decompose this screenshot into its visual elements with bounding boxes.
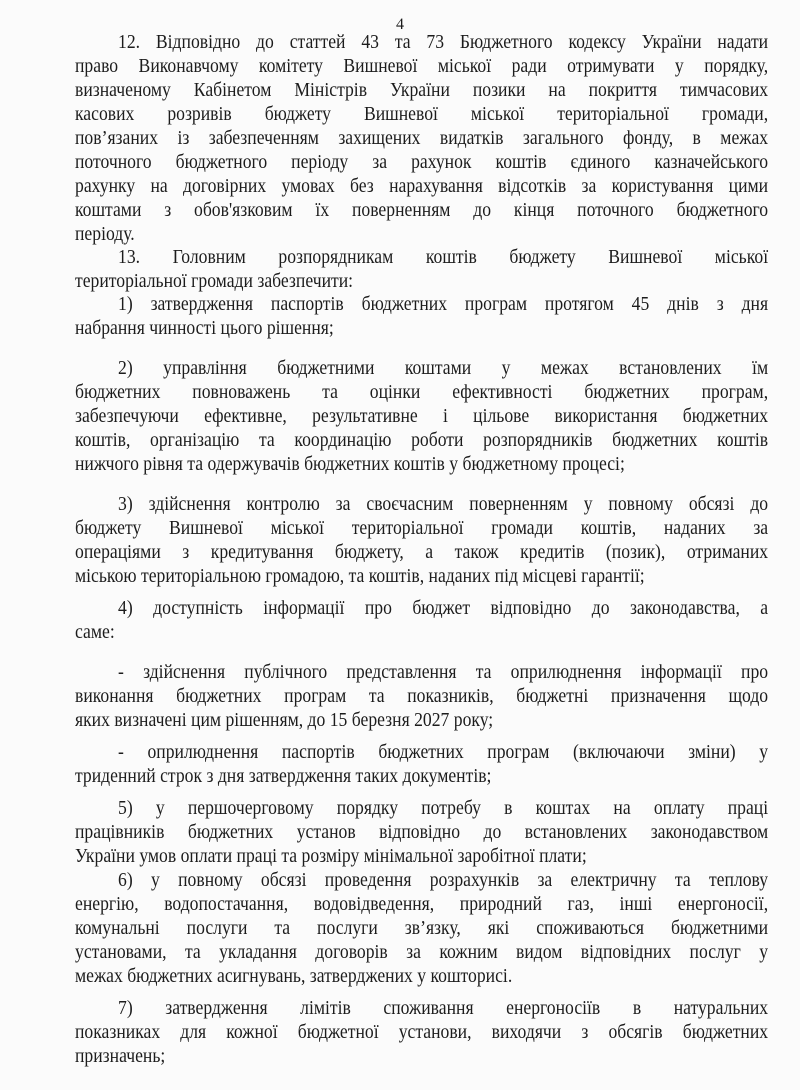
- line-text: установами, та укладання договорів за кожним видом відповідних послуг у: [75, 941, 769, 963]
- page-number: 4: [396, 16, 404, 33]
- text-line: [75, 708, 768, 732]
- line-text: пов’язаних із забезпеченням захищених видатків загального фонду, в межах: [75, 127, 769, 149]
- text-line: [75, 222, 768, 246]
- line-text: коштами з обов'язковим їх поверненням до кінця поточного бюджетного: [75, 199, 769, 221]
- line-text: рахунку на договірних умовах без нарахування відсотків за користування цими: [75, 175, 769, 197]
- text-line: [75, 916, 768, 940]
- text-line: [75, 764, 768, 788]
- text-line: [75, 54, 768, 78]
- line-text: 7) затвердження лімітів споживання енергоносіїв в натуральних: [118, 997, 769, 1019]
- text-line: [75, 404, 768, 428]
- line-text: бюджетних повноважень та оцінки ефективності бюджетних програм,: [75, 381, 769, 403]
- text-line: [118, 740, 768, 764]
- line-text: України умов оплати праці та розміру мінімальної заробітної плати;: [75, 845, 587, 867]
- text-line: [118, 245, 768, 269]
- line-text: касових розривів бюджету Вишневої міської територіальної громади,: [75, 103, 769, 125]
- line-text: 4) доступність інформації про бюджет відповідно до законодавства, а: [118, 597, 769, 619]
- line-text: територіальної громади забезпечити:: [75, 270, 354, 292]
- text-line: [75, 1044, 768, 1068]
- text-line: [75, 540, 768, 564]
- text-line: [118, 596, 768, 620]
- text-line: [118, 660, 768, 684]
- text-line: [118, 492, 768, 516]
- text-line: [118, 796, 768, 820]
- line-text: 2) управління бюджетними коштами у межах встановлених їм: [118, 357, 769, 379]
- text-line: [75, 452, 768, 476]
- line-text: періоду.: [75, 223, 135, 245]
- line-text: міською територіальною громадою, та коштів, наданих під місцеві гарантії;: [75, 565, 645, 587]
- text-line: [118, 996, 768, 1020]
- text-line: [75, 516, 768, 540]
- line-text: бюджету Вишневої міської територіальної громади коштів, наданих за: [75, 517, 769, 539]
- text-line: [75, 428, 768, 452]
- text-line: [75, 964, 768, 988]
- text-line: [75, 198, 768, 222]
- text-line: [75, 150, 768, 174]
- line-text: визначеному Кабінетом Міністрів України позики на покриття тимчасових: [75, 79, 769, 101]
- line-text: право Виконавчому комітету Вишневої міської ради отримувати у порядку,: [75, 55, 769, 77]
- line-text: виконання бюджетних програм та показників, бюджетні призначення щодо: [75, 685, 769, 707]
- line-text: саме:: [75, 621, 115, 643]
- line-text: 1) затвердження паспортів бюджетних програм протягом 45 днів з дня: [118, 293, 769, 315]
- line-text: 3) здійснення контролю за своєчасним поверненням у повному обсязі до: [118, 493, 769, 515]
- line-text: коштів, організацію та координацію роботи розпорядників бюджетних коштів: [75, 429, 769, 451]
- line-text: 13. Головним розпорядникам коштів бюджету Вишневої міської: [118, 246, 769, 268]
- line-text: енергію, водопостачання, водовідведення, природний газ, інші енергоносії,: [75, 893, 769, 915]
- text-line: [118, 868, 768, 892]
- line-text: працівників бюджетних установ відповідно до встановлених законодавством: [75, 821, 769, 843]
- line-text: - здійснення публічного представлення та оприлюднення інформації про: [118, 661, 769, 683]
- text-line: [75, 102, 768, 126]
- text-line: [118, 292, 768, 316]
- line-text: призначень;: [75, 1045, 166, 1067]
- line-text: операціями з кредитування бюджету, а також кредитів (позик), отриманих: [75, 541, 769, 563]
- text-line: [75, 844, 768, 868]
- text-line: [118, 356, 768, 380]
- text-line: [75, 820, 768, 844]
- text-line: [75, 564, 768, 588]
- line-text: комунальні послуги та послуги зв’язку, які споживаються бюджетними: [75, 917, 769, 939]
- line-text: забезпечуючи ефективне, результативне і цільове використання бюджетних: [75, 405, 769, 427]
- text-line: [118, 30, 768, 54]
- text-line: [75, 316, 768, 340]
- line-text: 12. Відповідно до статтей 43 та 73 Бюджетного кодексу України надати: [118, 31, 769, 53]
- line-text: яких визначені цим рішенням, до 15 березня 2027 року;: [75, 709, 494, 731]
- line-text: нижчого рівня та одержувачів бюджетних коштів у бюджетному процесі;: [75, 453, 625, 475]
- line-text: поточного бюджетного періоду за рахунок коштів єдиного казначейського: [75, 151, 769, 173]
- text-line: [75, 78, 768, 102]
- text-line: [75, 174, 768, 198]
- text-line: [75, 1020, 768, 1044]
- text-line: [75, 126, 768, 150]
- text-line: [75, 380, 768, 404]
- line-text: набрання чинності цього рішення;: [75, 317, 334, 339]
- line-text: показниках для кожної бюджетної установи, виходячи з обсягів бюджетних: [75, 1021, 769, 1043]
- text-line: [75, 269, 768, 293]
- line-text: - оприлюднення паспортів бюджетних програм (включаючи зміни) у: [118, 741, 769, 763]
- text-line: [75, 684, 768, 708]
- line-text: триденний строк з дня затвердження таких документів;: [75, 765, 492, 787]
- text-line: [75, 892, 768, 916]
- line-text: 6) у повному обсязі проведення розрахунків за електричну та теплову: [118, 869, 769, 891]
- text-line: [75, 940, 768, 964]
- line-text: 5) у першочерговому порядку потребу в коштах на оплату праці: [118, 797, 769, 819]
- text-line: [75, 620, 768, 644]
- line-text: межах бюджетних асигнувань, затверджених у кошторисі.: [75, 965, 513, 987]
